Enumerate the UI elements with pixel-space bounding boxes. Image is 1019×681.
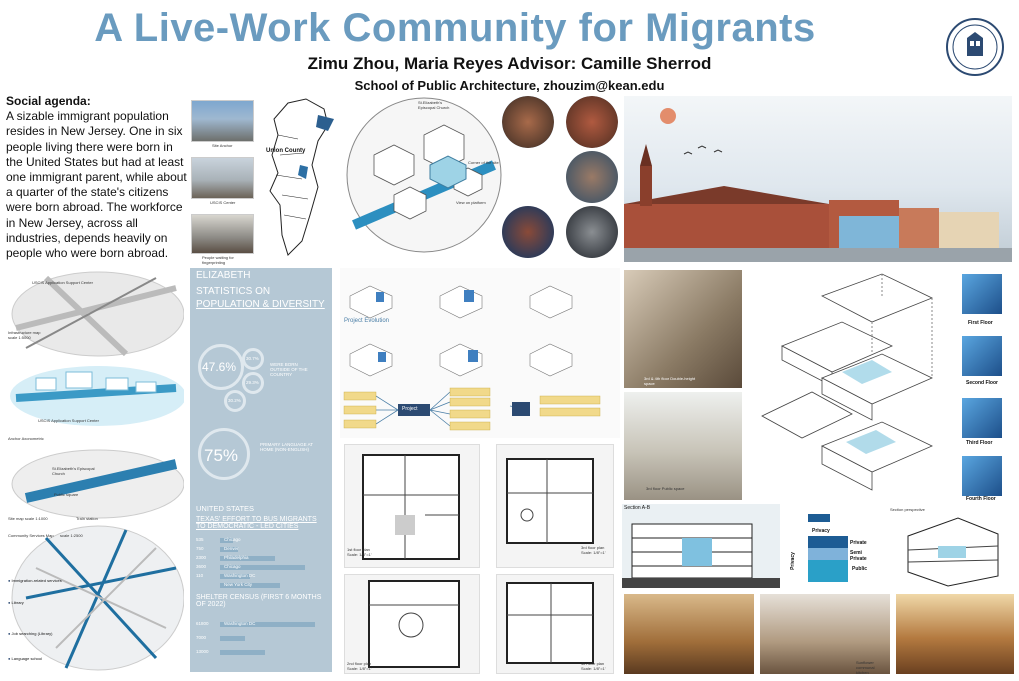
section-perspective	[888, 506, 1014, 588]
pin-icon: ●	[8, 631, 11, 636]
us-heading: UNITED STATES	[196, 504, 255, 513]
evolution-diagram	[340, 268, 620, 438]
floor-label: First Floor	[968, 320, 993, 326]
kean-logo	[946, 18, 1004, 76]
privacy-block	[808, 514, 830, 522]
legend-item: ● Library	[8, 600, 24, 605]
floor-thumbnail	[962, 274, 1002, 314]
floor-label: Fourth Floor	[966, 496, 996, 502]
bar-value: 61800	[196, 621, 209, 626]
map-label: Community Services Map	[8, 533, 54, 538]
section-perspective-title: Section perspective	[890, 507, 925, 512]
site-photo-caption: People waiting for fingerprinting	[202, 255, 234, 265]
site-photo-uscis	[191, 157, 254, 199]
church-photo-1	[502, 96, 554, 148]
platform-view-label: View on platform	[456, 200, 486, 205]
bar	[220, 636, 245, 641]
floor-thumbnail	[962, 398, 1002, 438]
street-photo-1	[566, 151, 618, 203]
privacy-diagram	[790, 510, 884, 586]
section-drawing	[622, 504, 780, 588]
map-label: Public square	[54, 492, 79, 497]
section-title: Section A-B	[624, 505, 651, 511]
agenda-heading: Social agenda:	[6, 94, 91, 108]
school-line: School of Public Architecture, zhouzim@kean.edu	[354, 78, 665, 93]
section-ab	[622, 504, 780, 588]
floor-plan-4	[496, 574, 614, 674]
site-photo-anchor	[191, 100, 254, 142]
building-elevation	[624, 96, 1012, 262]
interior-render-public	[624, 392, 742, 500]
semi-private-block	[808, 548, 848, 560]
floor-plan-1	[344, 444, 480, 568]
bar-label: Denver	[224, 546, 239, 551]
pin-icon: ●	[8, 578, 11, 583]
stats-heading-2: STATISTICS ON	[196, 286, 271, 297]
bar-value: 110	[196, 573, 204, 578]
map-label: USCIS Application Support Center	[38, 418, 99, 423]
university-seal-icon	[950, 22, 1000, 72]
statistics-panel	[190, 268, 332, 672]
map-label: Train station	[76, 516, 98, 521]
evolution-center-node: Project	[402, 406, 418, 412]
map-label: St.Elizabeth's Episcopal Church	[52, 466, 95, 476]
hero-elevation-render	[624, 96, 1012, 262]
privacy-label: Semi Private	[850, 550, 867, 562]
exploded-axonometric	[742, 268, 952, 504]
privacy-label: Privacy	[812, 528, 830, 534]
legend-item: ● Immigration-related services	[8, 578, 62, 583]
site-axonometric-drawing	[344, 95, 504, 255]
map-label: scale 1:2500	[60, 533, 83, 538]
floor-plan-caption: 2nd floor plan Scale: 1/8"=1'	[347, 661, 372, 671]
stat-language-note: PRIMARY LANGUAGE AT HOME (NON-ENGLISH)	[260, 442, 313, 452]
stats-heading-1: ELIZABETH	[196, 270, 251, 281]
section-perspective-drawing	[888, 506, 1014, 588]
public-block	[808, 560, 848, 582]
site-photo-waiting	[191, 214, 254, 254]
site-photo-caption: Site Anchor	[212, 143, 233, 148]
site-corner-label: Corner of the site	[468, 160, 499, 165]
poster-title: A Live-Work Community for Migrants	[94, 6, 816, 50]
floor-plan-caption: 1st floor plan Scale: 1/8"=1'	[347, 547, 372, 557]
map-legend	[8, 578, 62, 661]
stat-born-outside-note: WERE BORN OUTSIDE OF THE COUNTRY	[270, 362, 308, 377]
pin-icon: ●	[8, 600, 11, 605]
bar-value: 7000	[196, 635, 207, 640]
map-label: Anchor Axonometric	[8, 436, 44, 441]
union-county-label: Union County	[266, 148, 306, 154]
social-agenda	[6, 94, 188, 261]
stat-ring-value: 29.3%	[246, 380, 259, 385]
bar-value: 535	[196, 537, 204, 542]
platform-photo	[566, 206, 618, 258]
floor-plan-caption: 4th floor plan Scale: 1/8"=1'	[581, 661, 606, 671]
bar-value: 2300	[196, 555, 207, 560]
shelter-heading: SHELTER CENSUS (FIRST 6 MONTHS OF 2022)	[196, 594, 322, 608]
stat-born-outside: 47.6%	[202, 360, 237, 374]
legend-item: ● Language school	[8, 656, 43, 661]
bar-label: Philadelphia	[224, 555, 249, 560]
bar-value: 3600	[196, 564, 207, 569]
bar-label: New York City	[224, 582, 253, 587]
render-caption: Sunflower communal kitchen	[856, 660, 875, 675]
interior-render-double-height	[624, 270, 742, 388]
project-evolution-panel	[340, 268, 620, 438]
floor-label: Third Floor	[966, 440, 993, 446]
pin-icon: ●	[8, 656, 11, 661]
bar-label: Washington DC	[224, 621, 256, 626]
floor-plan-caption: 3rd floor plan Scale: 1/8"=1'	[581, 545, 606, 555]
site-photo-caption: USCIS Center	[210, 200, 236, 205]
floor-plan-2	[344, 574, 480, 674]
bar-value: 13000	[196, 649, 209, 654]
bar	[220, 650, 265, 655]
floor-plan-3	[496, 444, 614, 568]
map-label: Site map scale 1:1000	[8, 516, 48, 521]
render-kitchen	[760, 594, 890, 674]
legend-item: ● Job searching (Library)	[8, 631, 53, 636]
new-jersey-map	[258, 95, 340, 265]
map-label: Infrastructure map scale 1:5000	[8, 330, 41, 340]
floor-label: Second Floor	[966, 380, 998, 386]
floor-icons-column	[958, 272, 1008, 504]
street-photo-2	[502, 206, 554, 258]
privacy-label: Public	[852, 566, 868, 572]
private-block	[808, 536, 848, 548]
bar-label: Chicago	[224, 564, 241, 569]
interior-caption: 3rd & 4th floor Double-height space	[644, 376, 696, 386]
us-subheading: TEXAS' EFFORT TO BUS MIGRANTS TO DEMOCRATIC - LED CITIES	[196, 516, 317, 530]
bar-value: 750	[196, 546, 204, 551]
evolution-title: Project Evolution	[344, 318, 390, 324]
privacy-axis-label: Privacy	[789, 552, 796, 570]
floor-plan-drawing	[345, 575, 481, 675]
church-label: St.Elizabeth's Episcopal Church	[418, 100, 450, 110]
floor-thumbnail	[962, 336, 1002, 376]
bar-label: Chicago	[224, 537, 241, 542]
stat-language: 75%	[204, 446, 239, 465]
agenda-body: A sizable immigrant population resides in New Jersey. One in six people living there were born in the United States but had at least one immigrant parent, while about a quarter of the state's citizens were born abroad. The workforce in New Jersey, across all industries, depends heavily on people who were born abroad.	[6, 109, 187, 261]
church-photo-2	[566, 96, 618, 148]
bar-label: Washington DC	[224, 573, 256, 578]
map-label: USCIS Application Support Center	[32, 280, 93, 285]
stat-ring-value: 30.7%	[246, 356, 259, 361]
privacy-label: Private	[850, 540, 867, 546]
authors-line: Zimu Zhou, Maria Reyes Advisor: Camille Sherrod	[307, 54, 712, 73]
floor-thumbnail	[962, 456, 1002, 496]
stat-ring-value: 30.2%	[228, 398, 241, 403]
floor-plan-drawing	[497, 575, 615, 675]
stats-heading-3: POPULATION & DIVERSITY	[196, 299, 325, 310]
interior-caption: 3rd floor Public space	[646, 486, 685, 491]
render-cafe	[896, 594, 1014, 674]
render-communal-space	[624, 594, 754, 674]
